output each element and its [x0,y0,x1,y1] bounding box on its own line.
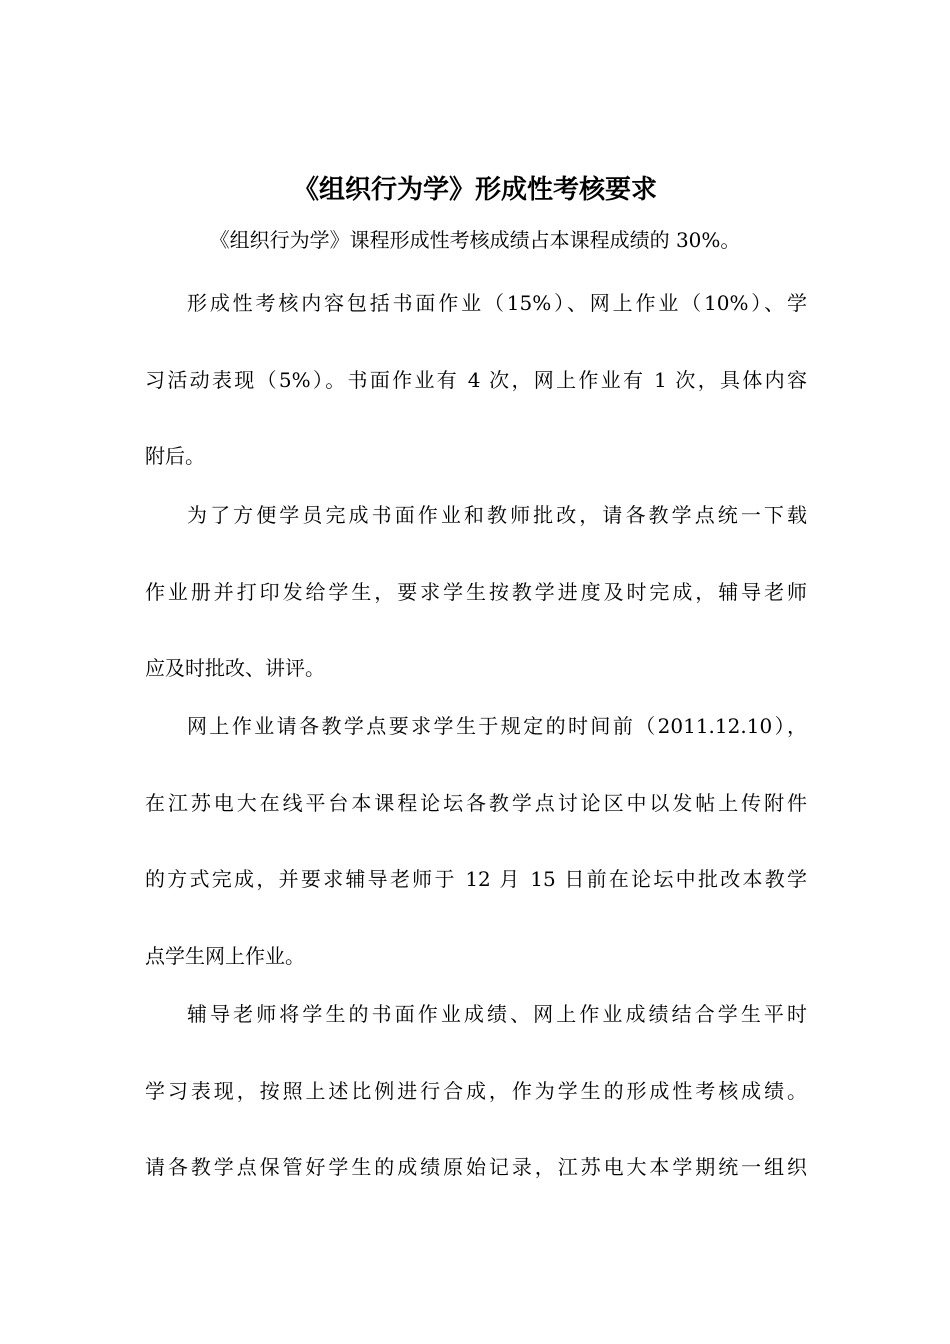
paragraph-line: 为了方便学员完成书面作业和教师批改，请各教学点统一下载 [187,503,807,527]
paragraph-line: 点学生网上作业。 [145,943,305,968]
paragraph-line: 作业册并打印发给学生，要求学生按教学进度及时完成，辅导老师 [145,579,807,604]
paragraph-3 [145,688,807,994]
paragraph-line: 辅导老师将学生的书面作业成绩、网上作业成绩结合学生平时 [187,1002,807,1026]
paragraph-line: 习活动表现（5%）。书面作业有 4 次，网上作业有 1 次，具体内容 [145,367,807,392]
paragraph-line: 附后。 [145,444,205,468]
paragraph-4 [145,976,807,1206]
paragraph-line: 的方式完成，并要求辅导老师于 12 月 15 日前在论坛中批改本教学 [145,867,807,891]
paragraph-line: 形成性考核内容包括书面作业（15%）、网上作业（10%）、学 [187,291,807,315]
paragraph-line: 网上作业请各教学点要求学生于规定的时间前（2011.12.10）， [187,714,807,738]
paragraph-line: 请各教学点保管好学生的成绩原始记录，江苏电大本学期统一组织 [145,1155,807,1179]
paragraph-line: 学习表现，按照上述比例进行合成，作为学生的形成性考核成绩。 [145,1078,807,1103]
paragraph-line: 在江苏电大在线平台本课程论坛各教学点讨论区中以发帖上传附件 [145,790,807,815]
paragraph-2 [145,477,807,707]
paragraph-1 [145,265,807,495]
document-title: 《组织行为学》形成性考核要求 [292,175,657,205]
document-subtitle: 《组织行为学》课程形成性考核成绩占本课程成绩的 30%。 [209,228,741,252]
paragraph-line: 应及时批改、讲评。 [145,656,325,680]
